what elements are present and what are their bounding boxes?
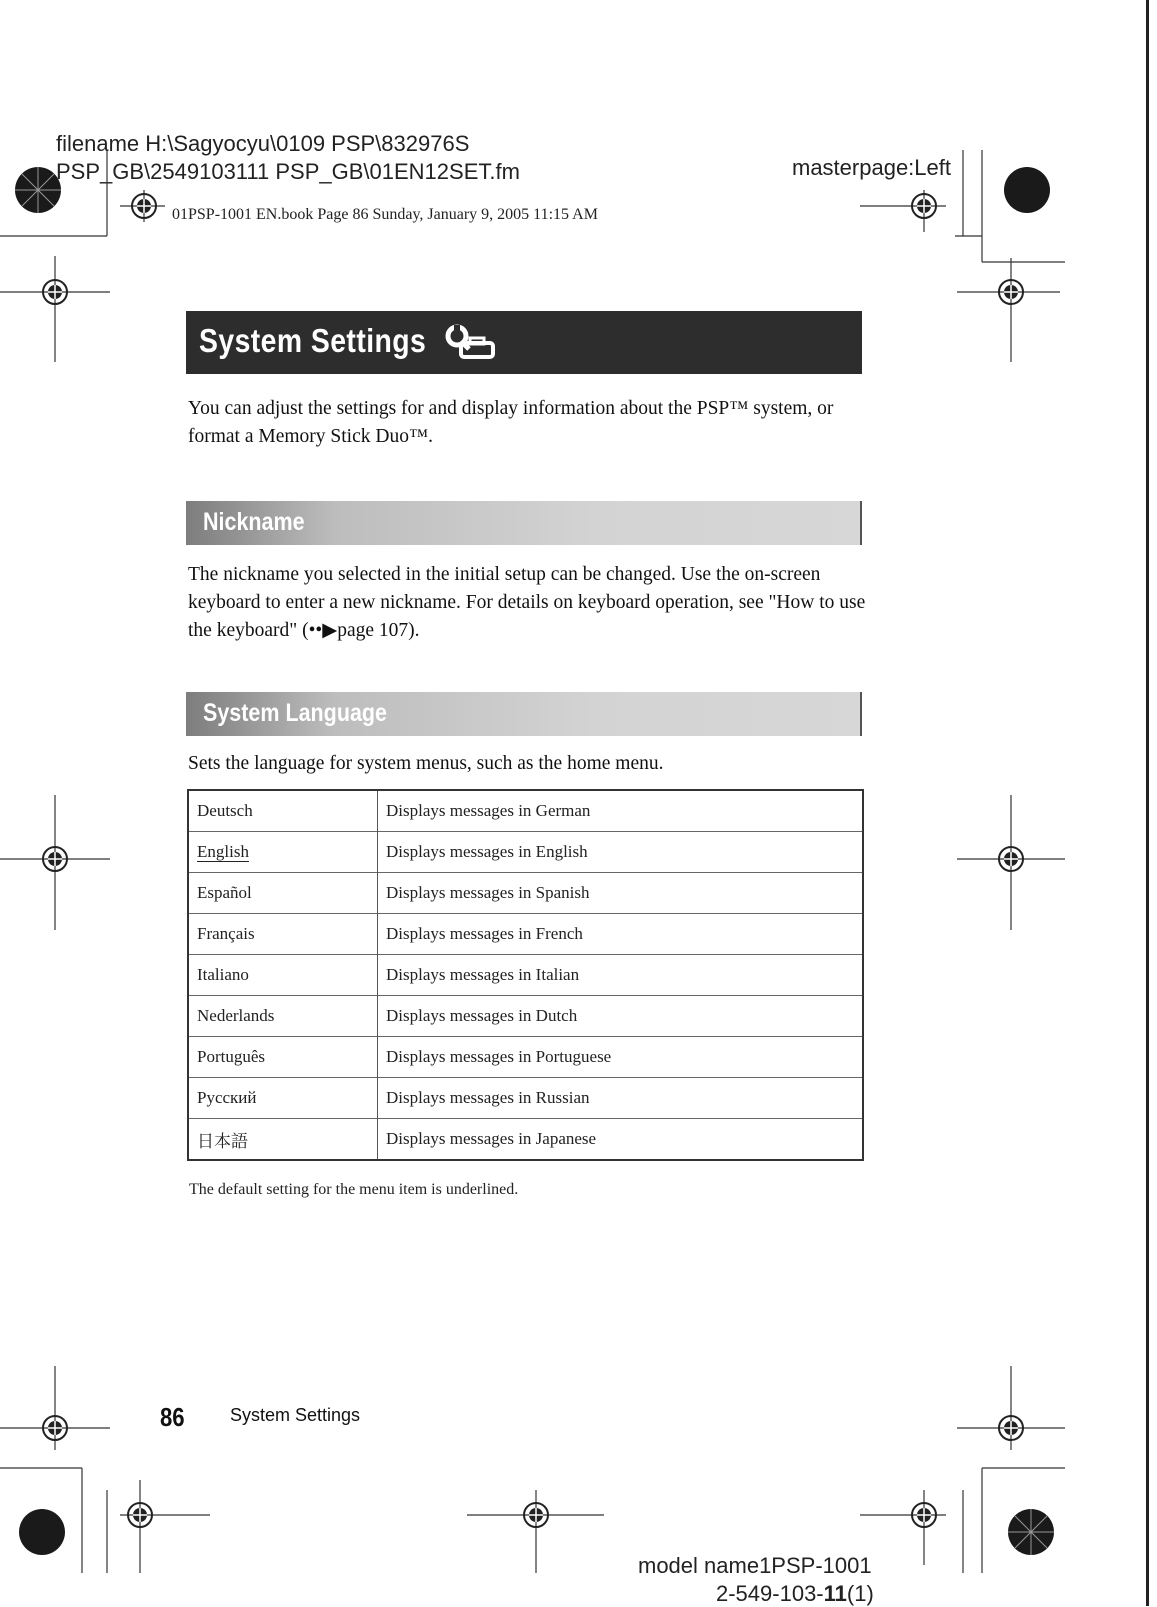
- page-title: System Settings: [199, 322, 427, 359]
- language-description: Displays messages in German: [386, 801, 591, 820]
- table-row: [188, 1119, 863, 1161]
- table-row: [188, 996, 863, 1037]
- intro-paragraph: You can adjust the settings for and display information about the PSP™ system, or format a Memory Stick Duo™.: [188, 398, 834, 447]
- nickname-heading: Nickname: [203, 508, 305, 536]
- part-code-suffix: (1): [846, 1581, 874, 1606]
- language-name: 日本語: [188, 1119, 378, 1161]
- table-row: [188, 914, 863, 955]
- table-row: [188, 832, 863, 873]
- page-number: 86: [160, 1402, 185, 1432]
- settings-toolbox-icon: [443, 323, 503, 363]
- language-description: Displays messages in Dutch: [378, 996, 864, 1037]
- table-row: [188, 1037, 863, 1078]
- language-description: Displays messages in French: [378, 914, 864, 955]
- nickname-paragraph: The nickname you selected in the initial setup can be changed. Use the on-screen keyboard to enter a new nickname. For details on keyboard operation, see "How to use the keyboard" (••▶page 107).: [188, 564, 866, 641]
- table-row: [188, 1078, 863, 1119]
- language-description: Displays messages in Italian: [378, 955, 864, 996]
- masterpage-label: masterpage:Left: [792, 155, 951, 180]
- default-language-underlined: English: [197, 842, 249, 861]
- filename-line-2: PSP_GB\2549103111 PSP_GB\01EN12SET.fm: [56, 159, 520, 184]
- language-name: Português: [188, 1037, 378, 1078]
- system-language-paragraph: Sets the language for system menus, such as the home menu.: [188, 753, 664, 774]
- language-name-default: [188, 832, 378, 873]
- system-language-heading: System Language: [203, 699, 387, 727]
- table-row: [188, 790, 863, 832]
- language-description: Displays messages in Portuguese: [378, 1037, 864, 1078]
- part-code-prefix: 2-549-103-: [716, 1581, 824, 1606]
- table-row: [188, 955, 863, 996]
- table-row: [188, 873, 863, 914]
- language-description: Displays messages in Japanese: [378, 1119, 864, 1161]
- language-description: Displays messages in Spanish: [378, 873, 864, 914]
- language-description: Displays messages in English: [378, 832, 864, 873]
- part-code-line: [716, 1581, 874, 1607]
- footer-section-label: System Settings: [230, 1405, 361, 1425]
- book-info-line: 01PSP-1001 EN.book Page 86 Sunday, January 9, 2005 11:15 AM: [172, 206, 598, 223]
- language-name: Русский: [188, 1078, 378, 1119]
- language-description: Displays messages in Russian: [378, 1078, 864, 1119]
- filename-line-1: filename H:\Sagyocyu\0109 PSP\832976S: [56, 131, 470, 156]
- language-name: Français: [188, 914, 378, 955]
- part-code-bold: 11: [823, 1581, 847, 1606]
- language-name: Nederlands: [188, 996, 378, 1037]
- language-table: [187, 789, 864, 1161]
- model-name-line: model name1PSP-1001: [638, 1553, 872, 1578]
- language-name: Español: [188, 873, 378, 914]
- language-name: Deutsch: [188, 790, 378, 832]
- language-name: Italiano: [188, 955, 378, 996]
- table-note: The default setting for the menu item is underlined.: [189, 1181, 519, 1198]
